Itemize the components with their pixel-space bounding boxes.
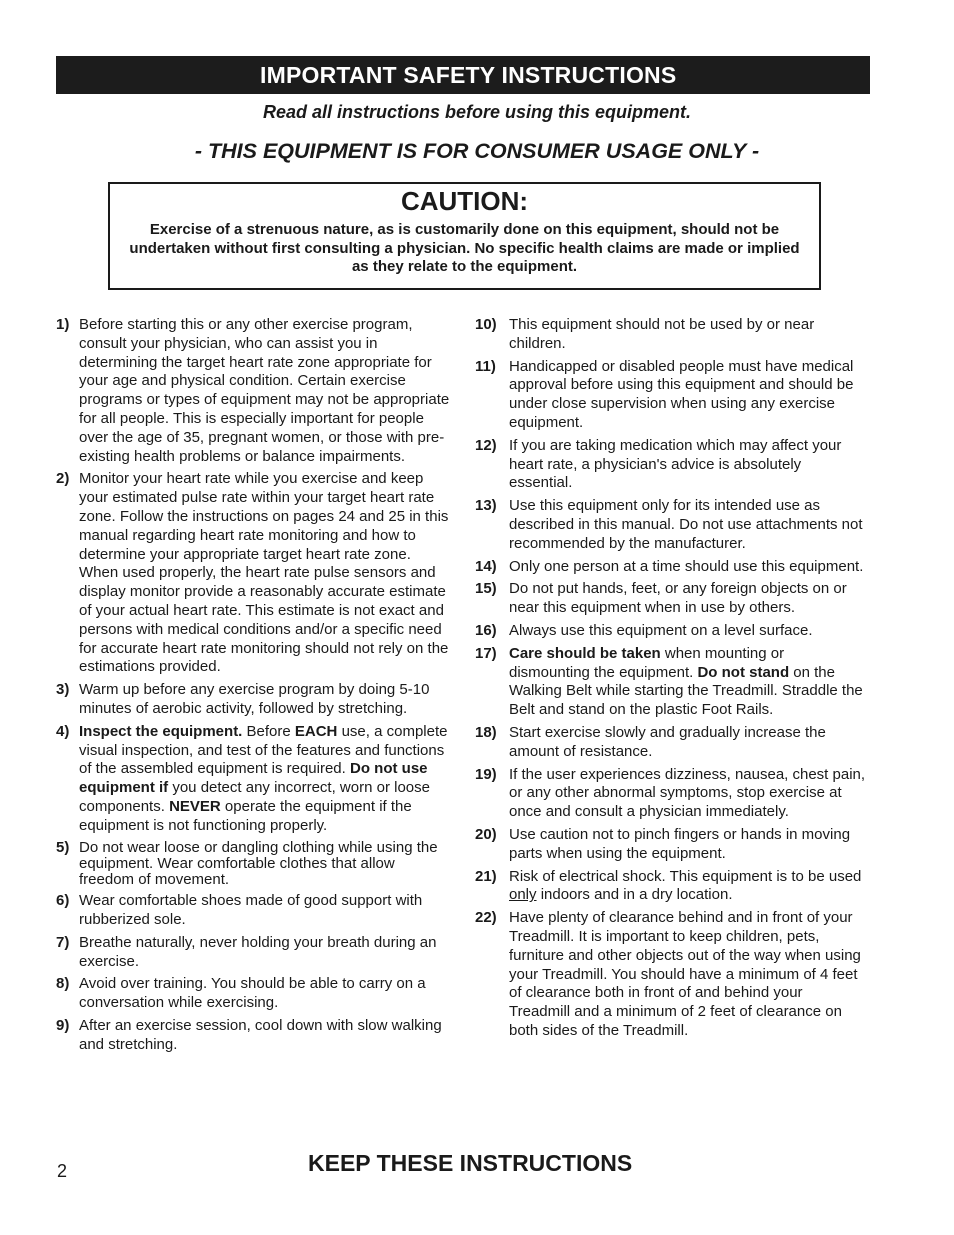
item-text: Wear comfortable shoes made of good support with rubberized sole.	[79, 892, 423, 928]
item-number: 1)	[56, 316, 70, 333]
item-bold-text: EACH	[294, 722, 338, 740]
item-text: on the Walking Belt while starting the Treadmill. Straddle the Belt and stand on the plastic Foot Rails.	[509, 663, 863, 719]
item-number: 22)	[475, 909, 497, 927]
instruction-item-16	[475, 622, 867, 641]
item-text: After an exercise session, cool down with slow walking and stretching.	[79, 1016, 442, 1053]
item-text: Use this equipment only for its intended use as described in this manual. Do not use attachments not recommended by the manufacturer.	[509, 497, 863, 552]
instruction-item-9	[56, 1017, 452, 1055]
instruction-item-2	[56, 470, 452, 677]
caution-text: Exercise of a strenuous nature, as is customarily done on this equipment, should not be undertaken without first consulting a physician. No specific health claims are made or implied as they relate to the equipment.	[129, 221, 800, 275]
consumer-usage-notice: - THIS EQUIPMENT IS FOR CONSUMER USAGE ONLY -	[194, 139, 760, 163]
item-number: 6)	[56, 892, 70, 910]
item-text: use, a complete visual inspection, and test of the features and functions of the assembled equipment is required.	[79, 722, 448, 778]
instructions-right-column	[475, 316, 867, 1045]
item-text: Avoid over training. You should be able to carry on a conversation while exercising.	[79, 975, 426, 1012]
caution-box	[108, 182, 821, 290]
item-text: Before	[242, 722, 295, 740]
item-text: Always use this equipment on a level surface.	[509, 621, 813, 639]
instruction-item-1	[56, 316, 452, 466]
item-number: 13)	[475, 497, 497, 515]
item-text: If you are taking medication which may affect your heart rate, a physician's advice is absolutely essential.	[509, 436, 842, 492]
item-text: you detect any incorrect, worn or loose components.	[79, 779, 430, 815]
item-text: If the user experiences dizziness, nausea, chest pain, or any other abnormal symptoms, stop exercise at once and consult a physician immediately.	[509, 765, 866, 821]
page-number: 2	[57, 1161, 68, 1181]
instruction-item-21	[475, 868, 867, 906]
instruction-item-19	[475, 766, 867, 822]
item-text: Use caution not to pinch fingers or hands in moving parts when using the equipment.	[509, 825, 851, 862]
instructions-left-column	[56, 316, 452, 1059]
instruction-item-14	[475, 558, 867, 577]
instruction-item-18	[475, 724, 867, 762]
item-text: operate the equipment if the equipment is not functioning properly.	[79, 797, 412, 834]
item-number: 4)	[56, 722, 70, 740]
instruction-item-8	[56, 975, 452, 1013]
item-number: 7)	[56, 933, 70, 951]
item-text: Only one person at a time should use this equipment.	[509, 557, 864, 575]
item-text: Before starting this or any other exercise program, consult your physician, who can assist you in determining the target heart rate zone appropriate for your age and physical condition. Certain exercise programs or types of equipment may not be appropriate for all people. This is especially important for people over the age of 35, pregnant women, or those with pre-existing health problems or balance impairments.	[79, 316, 450, 465]
instruction-item-6	[56, 892, 452, 930]
instruction-item-5	[56, 840, 452, 889]
item-bold-text: Do not use equipment if	[79, 760, 428, 797]
item-text: Monitor your heart rate while you exercise and keep your estimated pulse rate within your target heart rate zone. Follow the instructions on pages 24 and 25 in this manual regarding heart rate monitoring and how to determine your appropriate target heart rate zone. When used properly, the heart rate pulse sensors and display monitor provide a reasonably accurate estimate of your actual heart rate. This estimate is not exact and persons with medical conditions and/or a specific need for accurate heart rate monitoring should not rely on the estimations provided.	[79, 470, 449, 676]
item-number: 19)	[475, 765, 497, 783]
instruction-item-11	[475, 358, 867, 433]
instruction-item-7	[56, 934, 452, 972]
item-number: 14)	[475, 557, 497, 575]
instruction-item-17	[475, 645, 867, 720]
item-bold-text: NEVER	[169, 797, 221, 815]
item-text: Do not wear loose or dangling clothing while using the equipment. Wear comfortable clothes that allow freedom of movement.	[79, 838, 438, 888]
item-number: 18)	[475, 723, 497, 741]
keep-instructions-footer: KEEP THESE INSTRUCTIONS	[308, 1150, 633, 1176]
instruction-item-10	[475, 316, 867, 354]
item-text: indoors and in a dry location.	[536, 886, 733, 904]
item-text: Warm up before any exercise program by doing 5-10 minutes of aerobic activity, followed by stretching.	[79, 681, 430, 717]
item-text: Do not put hands, feet, or any foreign objects on or near this equipment when in use by others.	[509, 580, 847, 617]
item-number: 11)	[475, 357, 496, 375]
item-text: Handicapped or disabled people must have medical approval before using this equipment and should be under close supervision when using any exercise equipment.	[509, 357, 854, 431]
item-text: This equipment should not be used by or near children.	[509, 316, 815, 352]
caution-title: CAUTION:	[400, 186, 529, 216]
item-number: 12)	[475, 436, 497, 454]
instruction-item-13	[475, 497, 867, 553]
item-bold-text: Inspect the equipment.	[79, 722, 243, 740]
item-number: 3)	[56, 681, 70, 699]
item-number: 8)	[56, 975, 70, 993]
item-text: Risk of electrical shock. This equipment is to be used	[509, 867, 862, 885]
item-bold-text: Care should be taken	[509, 644, 661, 662]
item-text: Breathe naturally, never holding your breath during an exercise.	[79, 933, 437, 970]
instruction-item-12	[475, 437, 867, 493]
item-number: 21)	[475, 867, 497, 885]
instruction-item-15	[475, 580, 867, 618]
instruction-item-22	[475, 909, 867, 1041]
item-number: 17)	[475, 644, 497, 662]
item-text: Start exercise slowly and gradually increase the amount of resistance.	[509, 723, 826, 760]
item-text: Have plenty of clearance behind and in front of your Treadmill. It is important to keep children, pets, furniture and other objects out of the way when using your Treadmill. You should have a minimum of 4 feet of clearance both in front of and behind your Treadmill and a minimum of 2 feet of clearance on both sides of the Treadmill.	[509, 909, 861, 1039]
item-number: 5)	[56, 838, 70, 856]
item-underlined-text: only	[509, 886, 537, 904]
item-text: when mounting or dismounting the equipment.	[509, 644, 785, 681]
item-number: 20)	[475, 825, 497, 843]
read-all-notice: Read all instructions before using this equipment.	[262, 102, 692, 122]
item-number: 9)	[56, 1016, 70, 1034]
instruction-item-20	[475, 826, 867, 864]
item-bold-text: Do not stand	[697, 663, 790, 681]
item-number: 15)	[475, 580, 497, 598]
item-number: 16)	[475, 621, 497, 639]
section-title: IMPORTANT SAFETY INSTRUCTIONS	[56, 56, 870, 94]
instruction-item-3	[56, 681, 452, 719]
instruction-item-4	[56, 723, 452, 836]
item-number: 2)	[56, 470, 70, 488]
item-number: 10)	[475, 316, 497, 333]
